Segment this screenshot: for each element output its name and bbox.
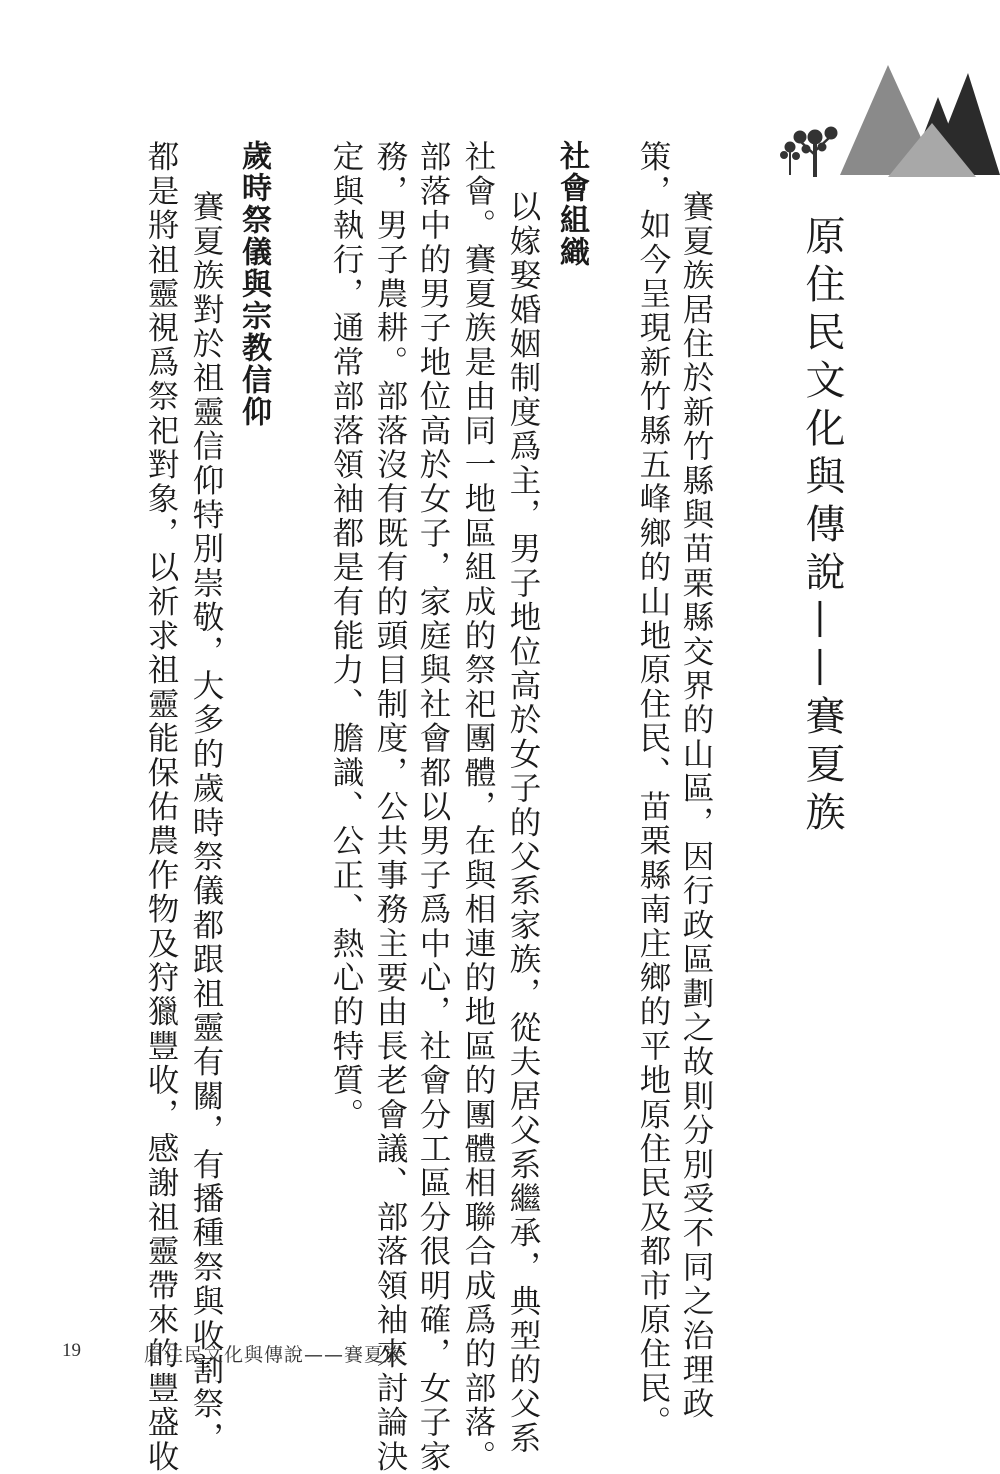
page-number: 19 [62,1340,81,1361]
mountain-tree-decoration [760,55,1000,195]
section1-line-2: 社會。賽夏族是由同一地區組成的祭祀團體，在與相連的地區的團體相聯合成爲的部落。 [460,140,496,1474]
section-heading-ritual: 歲時祭儀與宗教信仰 [236,140,271,428]
section1-line-4: 務，男子農耕。部落沒有既有的頭目制度，公共事務主要由長老會議、部落領袖來討論決 [372,140,408,1474]
section2-line-1: 賽夏族對於祖靈信仰特別崇敬，大多的歲時祭儀都跟祖靈有關，有播種祭與收割祭， [188,190,224,1456]
tree-icon [781,127,838,177]
section1-line-3: 部落中的男子地位高於女子，家庭與社會都以男子爲中心，社會分工區分很明確，女子家 [415,140,451,1474]
intro-line-2: 策，如今呈現新竹縣五峰鄉的山地原住民、苗栗縣南庄鄉的平地原住民及都市原住民。 [635,140,671,1440]
intro-line-1: 賽夏族居住於新竹縣與苗栗縣交界的山區，因行政區劃之故則分別受不同之治理政 [678,190,714,1422]
section1-line-5: 定與執行，通常部落領袖都是有能力、膽識、公正、熱心的特質。 [328,140,364,1132]
running-title: 原住民文化與傳說——賽夏族 [144,1344,405,1366]
section2-line-2: 都是將祖靈視爲祭祀對象，以祈求祖靈能保佑農作物及狩獵豐收，感謝祖靈帶來的豐盛收 [143,140,179,1474]
section1-line-1: 以嫁娶婚姻制度爲主，男子地位高於女子的父系家族，從夫居父系繼承，典型的父系 [505,190,541,1456]
section-heading-social: 社會組織 [554,140,589,268]
chapter-title: 原住民文化與傳說——賽夏族 [799,215,845,839]
